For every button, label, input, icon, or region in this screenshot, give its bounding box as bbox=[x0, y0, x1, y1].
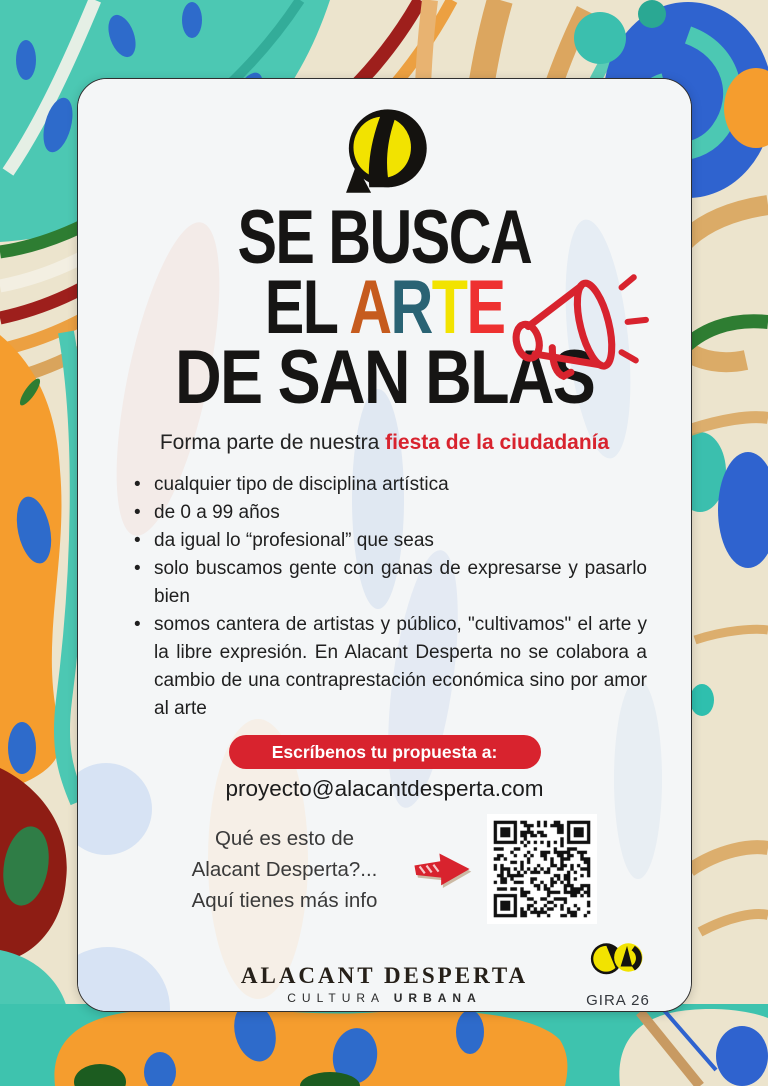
gira-label: GIRA 26 bbox=[586, 992, 650, 1009]
contact-email: proyecto@alacantdesperta.com bbox=[225, 776, 544, 801]
headline bbox=[78, 195, 691, 420]
cta-banner: Escríbenos tu propuesta a: bbox=[229, 735, 541, 769]
list-item: • cualquier tipo de disciplina artística bbox=[130, 471, 647, 499]
headline-line-3: DE SAN BLAS bbox=[174, 335, 595, 420]
bullet-list bbox=[130, 471, 647, 723]
subtitle: Forma parte de nuestra fiesta de la ciudadanía bbox=[159, 431, 610, 454]
poster-card bbox=[77, 78, 692, 1012]
hand-drawn-arrow-icon bbox=[411, 850, 473, 888]
list-item: • de 0 a 99 años bbox=[130, 499, 647, 527]
alacant-desperta-logo bbox=[78, 105, 691, 199]
headline-line-1: SE BUSCA bbox=[237, 195, 532, 280]
ad-monogram-icon bbox=[334, 105, 436, 199]
brand-wordmark: ALACANT DESPERTA bbox=[240, 963, 529, 988]
info-text: Qué es esto de Alacant Desperta?... Aquí tienes más info bbox=[191, 826, 378, 912]
headline-line-2: EL ARTE bbox=[264, 265, 505, 350]
list-item: • solo buscamos gente con ganas de expresarse y pasarlo bien bbox=[130, 555, 647, 611]
qr-code bbox=[487, 814, 597, 924]
list-item: • somos cantera de artistas y público, "cultivamos" el arte y la libre expresión. En Alacant Desperta no se colabora a cambio de una contraprestación económica sino por amor al arte bbox=[130, 611, 647, 723]
gira-badge bbox=[575, 938, 661, 1009]
info-row bbox=[78, 814, 691, 924]
list-item: • da igual lo “profesional” que seas bbox=[130, 527, 647, 555]
subtitle-highlight: fiesta de la ciudadanía bbox=[385, 431, 610, 454]
gira-monogram-icon bbox=[587, 938, 649, 986]
brand-tagline: CULTURA URBANA bbox=[287, 991, 482, 1005]
